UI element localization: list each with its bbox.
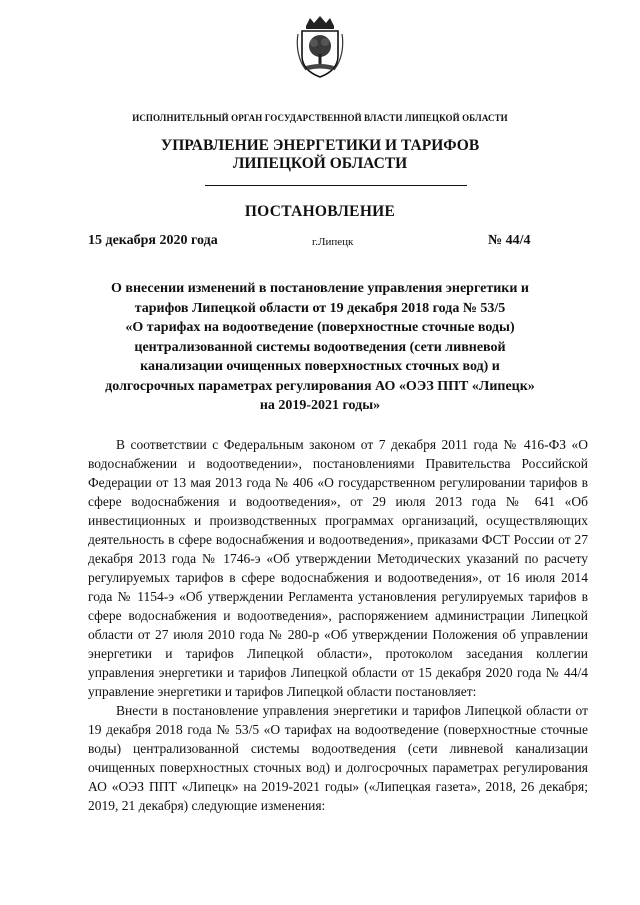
document-body <box>88 435 588 815</box>
body-paragraph-resolution: Внести в постановление управления энергетики и тарифов Липецкой области от 19 декабря 2018 года № 53/5 «О тарифах на водоотведение (поверхностные сточные воды) централизованной системы водоотведения (сети ливневой канализации очищенных поверхностных сточных вод) и долгосрочных параметрах регулирования АО «ОЭЗ ППТ «Липецк» на 2019-2021 годы» («Липецкая газета», 2018, 26 декабря; 2019, 21 декабря) следующие изменения: <box>88 703 588 813</box>
issuing-authority: ИСПОЛНИТЕЛЬНЫЙ ОРГАН ГОСУДАРСТВЕННОЙ ВЛАСТИ ЛИПЕЦКОЙ ОБЛАСТИ <box>132 113 508 123</box>
department-name <box>0 137 640 173</box>
title-line: тарифов Липецкой области от 19 декабря 2018 года № 53/5 <box>134 300 506 316</box>
title-line: долгосрочных параметрах регулирования АО «ОЭЗ ППТ «Липецк» <box>105 378 535 394</box>
document-date: 15 декабря 2020 года <box>88 233 218 248</box>
document-number: № 44/4 <box>488 233 531 248</box>
title-line: канализации очищенных поверхностных сточных вод) и <box>140 359 500 374</box>
title-line: на 2019-2021 годы» <box>259 398 381 413</box>
department-name-line2: ЛИПЕЦКОЙ ОБЛАСТИ <box>232 155 408 172</box>
header-divider <box>205 185 467 186</box>
document-type: ПОСТАНОВЛЕНИЕ <box>244 203 396 220</box>
title-line: централизованной системы водоотведения (сети ливневой <box>134 339 506 355</box>
body-paragraph-preamble: В соответствии с Федеральным законом от 7 декабря 2011 года № 416-ФЗ «О водоснабжении и водоотведении», постановлениями Правительства Российской Федерации от 13 мая 2013 года № 406 «О государственном регулировании тарифов в сфере водоснабжения и водоотведения», от 29 июля 2013 года № 641 «Об инвестиционных и производственных программах организаций, осуществляющих деятельность в сфере водоснабжения и водоотведения», приказами ФСТ России от 27 декабря 2013 года № 1746-э «Об утверждении Методических указаний по расчету регулируемых тарифов в сфере водоснабжения и водоотведения», от 16 июля 2014 года № 1154-э «Об утверждении Регламента установления регулируемых тарифов в сфере водоснабжения и водоотведения», распоряжением администрации Липецкой области от 27 июля 2010 года № 280-р «Об утверждении Положения об управлении энергетики и тарифов Липецкой области», протоколом заседания коллегии управления энергетики и тарифов Липецкой области от 15 декабря 2020 года № 44/4 управление энергетики и тарифов Липецкой области постановляет: <box>88 437 588 699</box>
document-city: г.Липецк <box>312 236 354 248</box>
title-line: «О тарифах на водоотведение (поверхностные сточные воды) <box>125 320 515 335</box>
title-line: О внесении изменений в постановление управления энергетики и <box>111 281 529 296</box>
document-title <box>92 279 548 416</box>
coat-of-arms-icon <box>296 14 344 80</box>
department-name-line1: УПРАВЛЕНИЕ ЭНЕРГЕТИКИ И ТАРИФОВ <box>160 137 480 154</box>
